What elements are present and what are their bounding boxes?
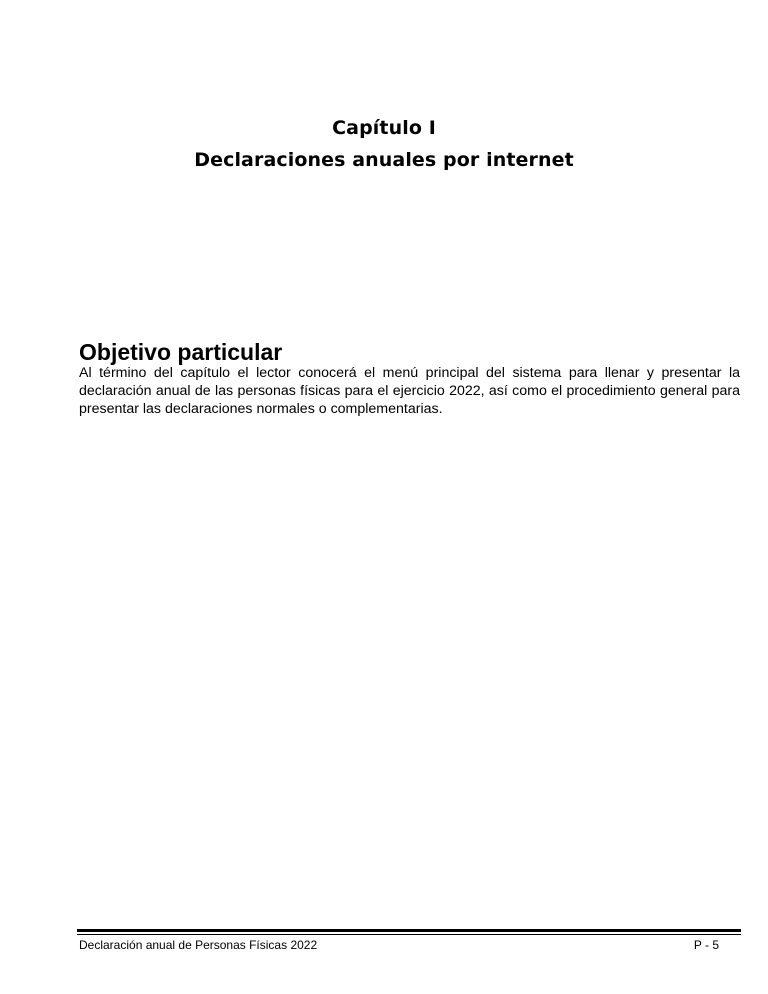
- objective-paragraph: Al término del capítulo el lector conocerá el menú principal del sistema para llenar y presentar la declaración anual de las personas físicas para el ejercicio 2022, así como el procedimiento general para presentar las declaraciones normales o complementarias.: [79, 365, 740, 417]
- chapter-title: Declaraciones anuales por internet: [194, 149, 574, 171]
- footer-document-title: Declaración anual de Personas Físicas 2022: [79, 938, 318, 952]
- footer-divider-thin: [77, 934, 741, 935]
- chapter-number: Capítulo I: [332, 117, 436, 139]
- chapter-heading: [0, 112, 768, 176]
- footer-divider-thick: [77, 929, 741, 932]
- footer-page-number: P - 5: [693, 938, 719, 952]
- objective-heading: Objetivo particular: [79, 339, 283, 365]
